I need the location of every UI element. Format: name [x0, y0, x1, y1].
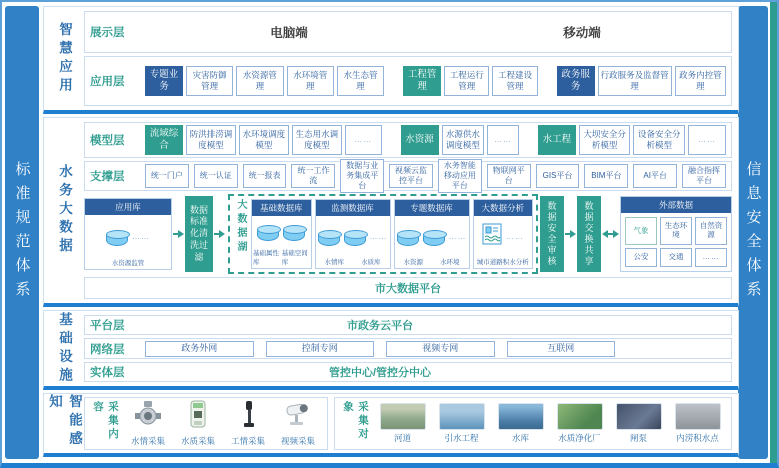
- support-chip: AI平台: [633, 164, 677, 188]
- ellipsis-text: ……: [132, 232, 150, 241]
- flow-arrow-icon: [213, 230, 226, 238]
- database-cylinder-icon: [423, 233, 445, 246]
- model-chip: 大坝安全分析模型: [579, 125, 631, 155]
- double-arrow-icon: [601, 230, 620, 238]
- application-db-box: [84, 198, 172, 270]
- monitoring-db-box: [315, 199, 391, 269]
- sluice-pump-photo: [616, 403, 662, 430]
- gov-cloud-platform-value: 市政务云平台: [347, 320, 413, 333]
- mobile-terminal-label: 移动端: [563, 26, 601, 40]
- app-chip: 行政服务及监督管理: [598, 66, 672, 96]
- topic-business-group: [145, 66, 384, 96]
- collection-objects-panel: [334, 397, 732, 450]
- water-project-model-group: [538, 125, 726, 155]
- object-item-label: 水质净化厂: [558, 433, 601, 443]
- database-cylinder-icon: [257, 228, 279, 241]
- support-chip: 物联网平台: [487, 164, 531, 188]
- support-chip: 融合指挥平台: [682, 164, 726, 188]
- model-layer-row: [84, 122, 732, 158]
- support-chip: 水务智能移动应用平台: [438, 159, 482, 193]
- network-chip: 互联网: [507, 341, 616, 357]
- section-smart-application: [43, 6, 739, 114]
- network-chip: 视频专网: [386, 341, 495, 357]
- security-system-bar: 信息安全体系: [738, 6, 768, 459]
- support-chip: BIM平台: [584, 164, 628, 188]
- flow-arrow-icon: [564, 230, 577, 238]
- engineering-management-group: [403, 66, 538, 96]
- collection-item: [175, 400, 221, 447]
- network-chip: 控制专网: [266, 341, 375, 357]
- video-camera-icon: [284, 400, 312, 433]
- data-exchange-box: 数据交换共享: [577, 196, 601, 272]
- collection-item: [275, 400, 321, 447]
- platform-layer-row: [84, 315, 732, 335]
- app-chip: 工程建设管理: [492, 66, 537, 96]
- big-data-analysis-box: [473, 199, 534, 269]
- collection-objects-label: 采集对象: [342, 401, 369, 442]
- topic-db-title: 专题数据库: [395, 200, 469, 216]
- object-item: [611, 403, 666, 444]
- ellipsis-text: ……: [448, 232, 467, 241]
- ellipsis-chip: ……: [695, 248, 727, 267]
- engineering-management-head: 工程管理: [403, 66, 441, 96]
- network-chip: 政务外网: [145, 341, 254, 357]
- collection-content-label: 采集内容: [92, 401, 119, 442]
- river-channel-photo: [380, 403, 426, 430]
- section-label-water-big-data: 水务大数据: [57, 164, 72, 257]
- collection-item-label: 工情采集: [230, 436, 265, 446]
- section-infrastructure: [43, 310, 739, 390]
- db-caption: 水资源: [403, 259, 423, 266]
- engineering-sensor-icon: [240, 400, 256, 433]
- object-item-label: 水库: [511, 433, 529, 443]
- topic-db-box: [394, 199, 470, 269]
- external-chip: 公安: [625, 248, 657, 267]
- standards-system-bar: 标准规范体系: [5, 6, 39, 459]
- section-label-infrastructure: 基础设施: [57, 311, 72, 386]
- ellipsis-text: ……: [505, 232, 524, 241]
- app-chip: 灾害防御管理: [186, 66, 233, 96]
- app-chip: 工程运行管理: [444, 66, 489, 96]
- app-chip: 水资源管理: [236, 66, 283, 96]
- database-cylinder-icon: [397, 233, 419, 246]
- ellipsis-chip: ……: [345, 125, 382, 155]
- model-chip: 水环境调度模型: [239, 125, 289, 155]
- model-chip: 设备安全分析模型: [633, 125, 685, 155]
- government-service-group: [557, 66, 726, 96]
- db-caption: 基础空间库: [281, 250, 308, 266]
- data-cleaning-box: 数据标准化清洗过滤: [185, 196, 213, 272]
- display-layer-row: [84, 11, 732, 53]
- support-chip: 统一工作流: [291, 164, 335, 188]
- waterlogging-point-photo: [675, 403, 721, 430]
- water-diversion-photo: [439, 403, 485, 430]
- big-data-lake: [228, 194, 538, 274]
- analysis-caption: 城市道路积水分析: [476, 259, 529, 266]
- control-center-value: 管控中心/管控分中心: [328, 366, 432, 379]
- object-item-label: 河道: [393, 433, 411, 443]
- collection-item-label: 水质采集: [180, 436, 215, 446]
- basin-head: 流域综合: [145, 125, 183, 155]
- support-chip: 视频云监控平台: [389, 164, 433, 188]
- water-resource-head: 水资源: [401, 125, 439, 155]
- db-caption: 基础属性库: [253, 250, 279, 266]
- network-layer-label: 网络层: [90, 343, 125, 356]
- big-data-lake-label: 大数据湖: [235, 199, 246, 255]
- section-label-smart-application: 智慧应用: [57, 21, 72, 96]
- support-chip: GIS平台: [536, 164, 580, 188]
- model-layer-label: 模型层: [90, 135, 125, 147]
- external-data-title: 外部数据: [621, 197, 731, 213]
- display-layer-label: 展示层: [90, 27, 125, 39]
- water-level-sensor-icon: [134, 400, 162, 433]
- platform-layer-label: 平台层: [90, 320, 125, 333]
- app-chip: 水环境管理: [287, 66, 334, 96]
- flow-arrow-icon: [172, 230, 185, 238]
- object-item: [434, 403, 489, 444]
- entity-layer-row: [84, 362, 732, 382]
- db-caption: 水环境: [440, 259, 460, 266]
- base-db-title: 基础数据库: [252, 200, 311, 216]
- topic-business-head: 专题业务: [145, 66, 183, 96]
- database-cylinder-icon: [318, 233, 340, 246]
- collection-item-label: 视频采集: [280, 436, 315, 446]
- ellipsis-text: ……: [369, 232, 388, 241]
- government-service-head: 政务服务: [557, 66, 595, 96]
- basin-model-group: [145, 125, 382, 155]
- big-data-analysis-title: 大数据分析: [474, 200, 533, 216]
- application-layer-label: 应用层: [90, 76, 125, 88]
- external-chip: 气象: [625, 217, 657, 245]
- object-item-label: 闸泵: [629, 433, 647, 443]
- main-column: [43, 6, 739, 457]
- external-data-box: [620, 196, 732, 272]
- data-flow-area: [84, 194, 732, 274]
- application-layer-row: [84, 56, 732, 106]
- network-layer-row: [84, 338, 732, 358]
- water-resource-model-group: [401, 125, 519, 155]
- city-big-data-platform-bar: 市大数据平台: [84, 277, 732, 299]
- model-chip: 防洪排涝调度模型: [186, 125, 236, 155]
- data-security-audit-box: 数据安全审核: [540, 196, 564, 272]
- collection-item: [125, 400, 171, 447]
- object-item: [493, 403, 548, 444]
- collection-item-label: 水情采集: [130, 436, 165, 446]
- object-item-label: 内涝积水点: [676, 433, 719, 443]
- object-item: [552, 403, 607, 444]
- external-chip: 自然资源: [695, 217, 727, 245]
- database-cylinder-icon: [344, 233, 366, 246]
- support-chip: 数据与业务集成平台: [340, 159, 384, 193]
- external-chip: 生态环境: [660, 217, 692, 245]
- ellipsis-chip: ……: [688, 125, 726, 155]
- application-db-caption: 水资源监管: [111, 260, 145, 267]
- app-chip: 水生态管理: [337, 66, 384, 96]
- support-layer-label: 支撑层: [90, 171, 125, 183]
- db-caption: 水情库: [324, 259, 344, 266]
- water-project-head: 水工程: [538, 125, 576, 155]
- database-cylinder-icon: [283, 228, 305, 241]
- purification-plant-photo: [557, 403, 603, 430]
- external-chip: 交通: [660, 248, 692, 267]
- app-chip: 政务内控管理: [675, 66, 726, 96]
- database-cylinder-icon: [106, 233, 128, 246]
- monitoring-db-title: 监测数据库: [316, 200, 390, 216]
- base-db-box: [251, 199, 312, 269]
- entity-layer-label: 实体层: [90, 366, 125, 379]
- ellipsis-chip: ……: [487, 125, 519, 155]
- support-chip: 统一认证: [194, 164, 238, 188]
- collection-item: [225, 400, 271, 447]
- support-layer-row: [84, 161, 732, 191]
- pc-terminal-label: 电脑端: [270, 26, 308, 40]
- support-chip: 统一门户: [145, 164, 189, 188]
- object-item-label: 引水工程: [444, 433, 479, 443]
- support-chip: 统一报表: [243, 164, 287, 188]
- object-item: [670, 403, 725, 444]
- right-edge-strip: [770, 2, 777, 463]
- collection-content-panel: [84, 397, 328, 450]
- object-item: [375, 403, 430, 444]
- application-db-title: 应用库: [85, 199, 171, 215]
- model-chip: 生态用水调度模型: [292, 125, 342, 155]
- section-water-big-data: [43, 117, 739, 307]
- model-chip: 水源供水调度模型: [442, 125, 485, 155]
- db-caption: 水质库: [361, 259, 381, 266]
- section-label-smart-perception: 智能感知: [47, 394, 82, 450]
- section-smart-perception: [43, 393, 739, 457]
- water-quality-meter-icon: [189, 400, 207, 433]
- reservoir-photo: [498, 403, 544, 430]
- waterlogging-analysis-icon: [482, 223, 502, 250]
